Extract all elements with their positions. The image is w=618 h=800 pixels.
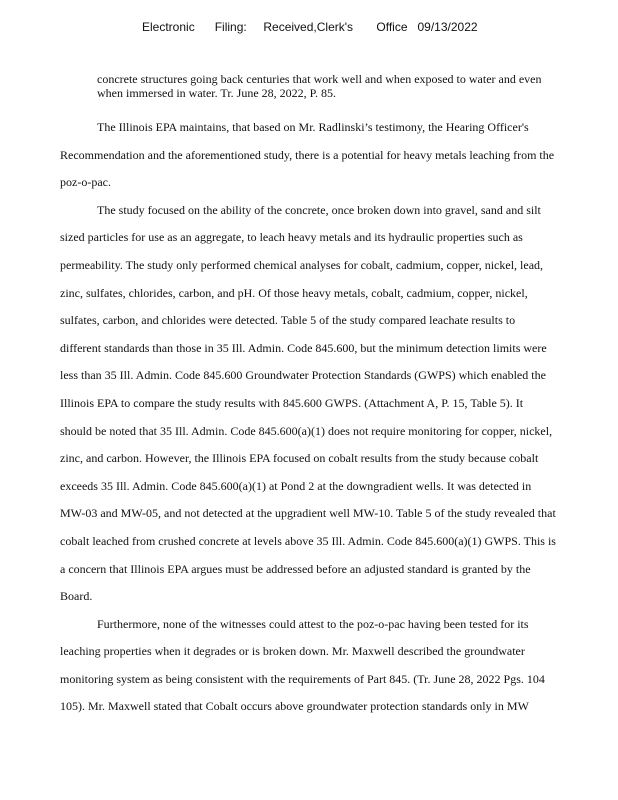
paragraph-line: Illinois EPA to compare the study results with 845.600 GWPS. (Attachment A, P. 15, Table 5). It (60, 395, 524, 410)
paragraph-line: a concern that Illinois EPA argues must be addressed before an adjusted standard is granted by the (60, 561, 531, 576)
paragraph-line: permeability. The study only performed chemical analyses for cobalt, cadmium, copper, nickel, lead, (60, 257, 544, 272)
block-quote (97, 72, 607, 100)
electronic-filing-header: Electronic Filing: Received,Clerk's Office 09/13/2022 (142, 20, 478, 34)
paragraph-line: different standards than those in 35 Ill. Admin. Code 845.600, but the minimum detection limits were (60, 340, 547, 355)
paragraph-line: sized particles for use as an aggregate, to leach heavy metals and its hydraulic properties such as (60, 230, 523, 245)
paragraph-line: Recommendation and the aforementioned study, there is a potential for heavy metals leaching from the (60, 147, 555, 162)
paragraph-line: Furthermore, none of the witnesses could attest to the poz-o-pac having been tested for its (97, 616, 529, 631)
paragraph-line: sulfates, carbon, and chlorides were detected. Table 5 of the study compared leachate results to (60, 313, 516, 328)
paragraph-line: The study focused on the ability of the concrete, once broken down into gravel, sand and silt (97, 202, 541, 217)
paragraph-line: leaching properties when it degrades or is broken down. Mr. Maxwell described the groundwater (60, 644, 525, 659)
paragraph-line: exceeds 35 Ill. Admin. Code 845.600(a)(1) at Pond 2 at the downgradient wells. It was detected in (60, 478, 532, 493)
paragraph-line: Board. (60, 589, 93, 604)
paragraph-line: zinc, and carbon. However, the Illinois EPA focused on cobalt results from the study because cobalt (60, 451, 539, 466)
paragraph-line: should be noted that 35 Ill. Admin. Code 845.600(a)(1) does not require monitoring for copper, nickel, (60, 423, 553, 438)
paragraph-line: less than 35 Ill. Admin. Code 845.600 Groundwater Protection Standards (GWPS) which enabled the (60, 368, 546, 383)
paragraph-line: cobalt leached from crushed concrete at levels above 35 Ill. Admin. Code 845.600(a)(1) GWPS. This is (60, 533, 556, 548)
paragraph-line: zinc, sulfates, chlorides, carbon, and pH. Of those heavy metals, cobalt, cadmium, copper, nickel, (60, 285, 528, 300)
paragraph-line: 105). Mr. Maxwell stated that Cobalt occurs above groundwater protection standards only in MW (60, 699, 529, 714)
paragraph-line: poz-o-pac. (60, 175, 111, 190)
quote-line: when immersed in water. Tr. June 28, 2022, P. 85. (97, 86, 336, 100)
paragraph-line: MW-03 and MW-05, and not detected at the upgradient well MW-10. Table 5 of the study revealed that (60, 506, 556, 521)
document-body (60, 114, 616, 721)
paragraph-line: monitoring system as being consistent with the requirements of Part 845. (Tr. June 28, 2022 Pgs. 104 (60, 671, 545, 686)
quote-line: concrete structures going back centuries that work well and when exposed to water and even (97, 72, 542, 86)
paragraph-line: The Illinois EPA maintains, that based on Mr. Radlinski’s testimony, the Hearing Officer's (97, 120, 529, 134)
